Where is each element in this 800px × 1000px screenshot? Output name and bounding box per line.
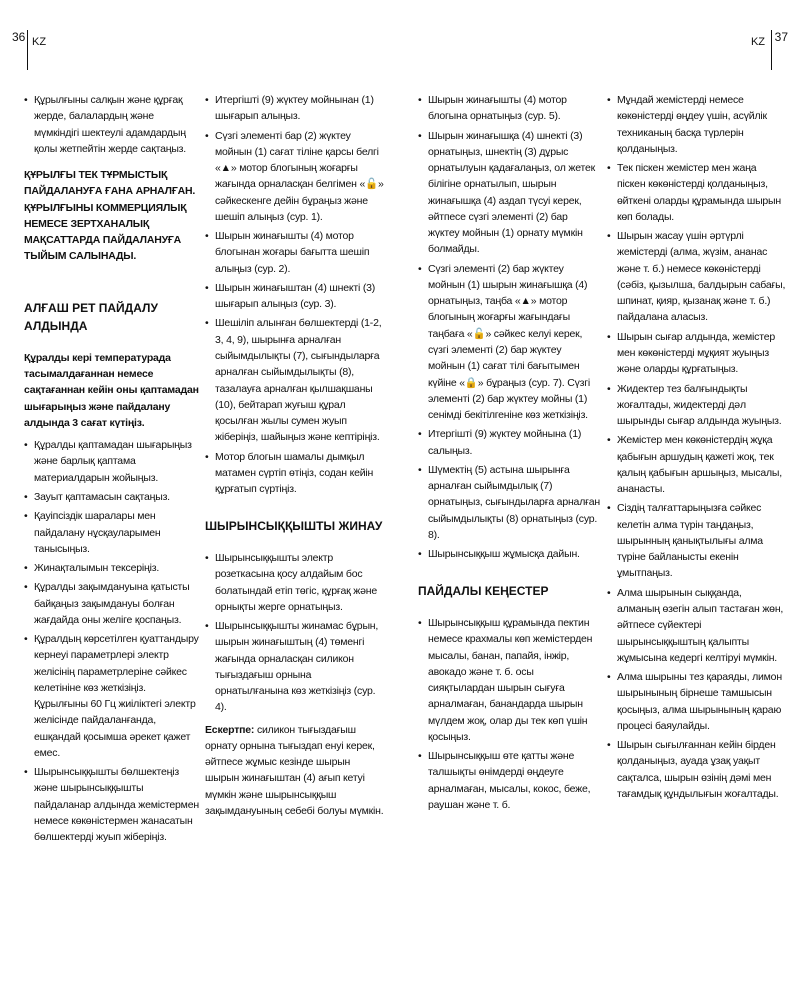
list-item: • Итергішті (9) жүктеу мойнына (1) салыңыз. [418, 426, 600, 459]
assembly-note [205, 722, 385, 820]
list-item: • Құралды зақымдануына қатысты байқаңыз зақымдануы болған жағдайда оны желіге қоспаңыз. [24, 579, 199, 628]
left-divider [27, 30, 28, 70]
note-text: силикон тығыздағыш орнату орнына тығыздап енуі керек, әйтпесе жұмыс кезінде шырын шырын жинағыштан (4) ағып кетуі мүмкін және шырынсыққыш зақымдануының себебі болуы мүмкін. [205, 723, 384, 817]
note-label: Ескертпе: [205, 723, 255, 736]
list-item: • Тек піскен жемістер мен жаңа піскен көкөністерді қолданыңыз, өйткені оларды құрамында шырын көп болады. [607, 160, 787, 225]
left-page-number: 36 [12, 30, 26, 44]
section-heading-assembly: ШЫРЫНСЫҚҚЫШТЫ ЖИНАУ [205, 519, 383, 534]
list-item: • Шырынсыққышты электр розеткасына қосу алдайым бос болатындай етіп төгіс, құрғақ және орнықты жерге орнатыңыз. [205, 550, 385, 615]
left-language-tag: KZ [32, 36, 47, 48]
list-item: • Шырынсыққышты жинамас бұрын, шырын жинағыштың (4) төменгі жағында орналасқан силикон тығыздағыш орнына орнатылғанына көз жеткізіңіз (сур. 4). [205, 618, 385, 716]
list-item: • Шырын жасау үшін әртүрлі жемістерді (алма, жүзім, ананас және т. б.) немесе көкөністерді (сәбіз, қызылша, балдырын сабағы, шпинат, қияр, қызанақ және т. б.) пайдалана аласыз. [607, 228, 787, 326]
list-item: • Құралды қаптамадан шығарыңыз және барлық қаптама материалдарын жойыңыз. [24, 437, 199, 486]
list-item: • Құралдың көрсетілген қуаттандыру кернеуі параметрлері электр желісінің параметрлеріне сәйкес келетініне көз жеткізіңіз. Құрылғыны 60 Гц жиіліктегі электр желісінде пайдаланғанда, ешқандай қосымша әрекет қажет емес. [24, 631, 199, 761]
list-item: • Жинақталымын тексеріңіз. [24, 560, 199, 576]
section-heading-before-first-use: АЛҒАШ РЕТ ПАЙДАЛУ АЛДЫНДА [24, 300, 158, 334]
right-language-tag: KZ [750, 36, 765, 48]
storage-list [24, 92, 199, 157]
list-item: • Мұндай жемістерді немесе көкөністерді өңдеу үшін, асүйлік техниканың басқа түрлерін қолданыңыз. [607, 92, 787, 157]
list-item: • Шырынсыққыш жұмысқа дайын. [418, 546, 600, 562]
list-item: • Шырын сығылғаннан кейін бірден қолданыңыз, ауада ұзақ уақыт сақталса, шырын өзінің дәмі мен тағамдық құндылығын жоғалтады. [607, 737, 787, 802]
first-use-list [24, 437, 199, 845]
list-item: • Шырын жинағышқа (4) шнекті (3) орнатыңыз, шнектің (3) дұрыс орнатылуын қадағалаңыз, ол жетек білігіне орнатылып, шырын жинағышқа (4) аздап түсуі керек, әйтпесе сүзгі элементі (2) бар жүктеу мойнын (1) орнату мүмкін болмайды. [418, 128, 600, 258]
list-item: • Қауіпсіздік шаралары мен пайдалану нұсқауларымен танысыңыз. [24, 508, 199, 557]
disassembly-list [205, 92, 385, 497]
list-item: • Шешіліп алынған бөлшектерді (1-2, 3, 4, 9), шырынға арналған сыйымдылықты (7), сығындыларға арналған сыйымдылықты (8), тазалауға арналған қылшақшаны (10), бейтарап жуғыш құрал қосылған жылы сумен жуып жіберіңіз, шайыңыз және кептіріңіз. [205, 315, 385, 445]
list-item: • Шүмектің (5) астына шырынға арналған сыйымдылық (7) орнатыңыз, сығындыларға арналған сыйымдылықты (8) орнатыңыз (сур. 8). [418, 462, 600, 543]
list-item: • Алма шырыны тез қараяды, лимон шырынының бірнеше тамшысын қосыңыз, алма шырынының қараю процесі баяулайды. [607, 669, 787, 734]
list-item: • Шырын жинағыштан (4) шнекті (3) шығарып алыңыз (сур. 3). [205, 280, 385, 313]
list-item: • Шырынсыққышты бөлшектеңіз және шырынсыққышты пайдаланар алдында жемістермен немесе көкөністермен жанасатын бөлшектерді жуып жіберіңіз. [24, 764, 199, 845]
list-item: • Шырынсыққыш өте қатты және талшықты өнімдерді өңдеуге арналмаған, мысалы, кокос, беже, раушан және т. б. [418, 748, 600, 813]
tips-list [418, 615, 600, 813]
list-item: • Құрылғыны салқын және құрғақ жерде, балалардың және мүмкіндігі шектеулі адамдардың қолы жетпейтін жерде сақтаңыз. [24, 92, 199, 157]
list-item: • Жемістер мен көкөністердің жұқа қабығын аршудың қажеті жоқ, тек қалың қабығын аршыңыз, мысалы, ананасты. [607, 432, 787, 497]
list-item: • Сіздің талғаттарыңызға сәйкес келетін алма түрін таңдаңыз, шырынның қанықтылығы алма түріне байланысты екенін ұмытпаңыз. [607, 500, 787, 581]
assembly-list [205, 550, 385, 716]
column-2 [205, 92, 385, 825]
right-divider [771, 30, 772, 70]
list-item: • Жидектер тез балғындықты жоғалтады, жидектерді дәл шырынды сығар алдында жуыңыз. [607, 381, 787, 430]
list-item: • Мотор блогын шамалы дымқыл матамен сүртіп өтіңіз, содан кейін құрғатып сүртіңіз. [205, 449, 385, 498]
list-item: • Зауыт қаптамасын сақтаңыз. [24, 489, 199, 505]
first-use-intro: Құралды кері температурада тасымалдағаннан немесе сақтағаннан кейін оны қаптамадан шығарыңыз және пайдалану алдында 3 сағат күтіңіз. [24, 351, 199, 429]
list-item: • Сүзгі элементі бар (2) жүктеу мойнын (1) сағат тіліне қарсы белгі «▲» мотор блогының жоғарғы жағында орналасқан белгімен «🔓» сәйкескенге дейін бұраңыз және шешіп алыңыз (сур. 1). [205, 128, 385, 226]
list-item: • Алма шырынын сыққанда, алманың өзегін алып тастаған жөн, әйтпесе сүйектері шырынсыққыштың қалыпты жұмысына кедергі келтіруі мүмкін. [607, 585, 787, 666]
list-item: • Сүзгі элементі (2) бар жүктеу мойнын (1) шырын жинағышқа (4) орнатыңыз, таңба «▲» мотор блогының жоғарғы жағындағы таңбаға «🔓» сәйкес келуі керек, сүзгі элементі (2) бар жүктеу мойнын (1) сағат тілі бағытымен күйіне «🔒» бұраңыз (сур. 7). Сүзгі элементі (2) бар жүктеу мойны (1) сенімді бекітілгеніне көз жеткізіңіз. [418, 261, 600, 424]
list-item: • Итергішті (9) жүктеу мойнынан (1) шығарып алыңыз. [205, 92, 385, 125]
list-item: • Шырын жинағышты (4) мотор блогына орнатыңыз (сур. 5). [418, 92, 600, 125]
commercial-use-warning: ҚҰРЫЛҒЫ ТЕК ТҰРМЫСТЫҚ ПАЙДАЛАНУҒА ҒАНА АРНАЛҒАН. ҚҰРЫЛҒЫНЫ КОММЕРЦИЯЛЫҚ НЕМЕСЕ ЗЕРТХАНАЛЫҚ МАҚСАТТАРДА ПАЙДАЛАНУҒА ТЫЙЫМ САЛЫНАДЫ. [24, 169, 196, 263]
section-heading-useful-tips: ПАЙДАЛЫ КЕҢЕСТЕР [418, 584, 549, 599]
column-1 [24, 92, 199, 852]
list-item: • Шырынсыққыш құрамында пектин немесе крахмалы көп жемістерден мысалы, банан, папайя, інжір, авокадо және т. б. осы сияқтылардан шырын сығуға арналмаған, банандарда шырын мүлдем жоқ, олар ды тек көп үшін қосыңыз. [418, 615, 600, 745]
tips-list-continued [607, 92, 787, 802]
column-4 [607, 92, 787, 808]
column-3 [418, 92, 600, 819]
list-item: • Шырын сығар алдында, жемістер мен көкөністерді мұқият жуыңыз және оларды құрғатыңыз. [607, 329, 787, 378]
assembly-steps-list [418, 92, 600, 562]
list-item: • Шырын жинағышты (4) мотор блогынан жоғары бағытта шешіп алыңыз (сур. 2). [205, 228, 385, 277]
right-page-number: 37 [774, 30, 788, 44]
